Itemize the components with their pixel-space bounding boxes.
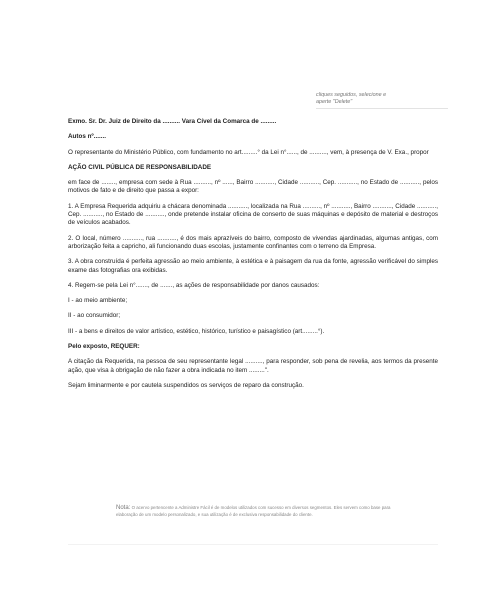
subitem-1: I - ao meio ambiente; — [68, 297, 128, 305]
intro-paragraph: O representante do Ministério Público, com fundamento no art.........° da Lei n°......, de .........., vem, à presença de V. Exa., propor — [68, 148, 429, 156]
hint-line-1: cliques seguidos, selecione e — [316, 92, 387, 98]
fact-item-3: 3. A obra construída é perfeita agressão ao meio ambiente, à estética e à paisagem da rua da fonte, agressão verificável do simples exame das fotografias ora exibidas. — [68, 258, 438, 274]
footnote — [116, 504, 402, 518]
request-title: Pelo exposto, REQUER: — [68, 343, 140, 351]
document-page — [68, 118, 438, 397]
hint-line-2: aperte "Delete" — [316, 98, 353, 105]
page-divider — [68, 544, 438, 545]
document-heading: Exmo. Sr. Dr. Juiz de Direito da .......... Vara Cível da Comarca de ......... — [68, 118, 277, 125]
subitem-3: III - a bens e direitos de valor artístico, estético, histórico, turístico e paisagístico (art.........°). — [68, 327, 325, 335]
case-number: Autos nº....... — [68, 133, 106, 141]
footnote-text: O acervo pertencente a Administre Fácil é de modelos utilizados com sucesso em diversos segmentos. Eles servem como base para elaboração de um modelo personalizado, e sua utilização é de exclusiva responsabilidade do cliente. — [116, 505, 391, 518]
subitem-2: II - ao consumidor; — [68, 312, 121, 320]
instruction-hint — [316, 92, 448, 109]
fact-item-4: 4. Regem-se pela Lei n°......., de ......., as ações de responsabilidade por danos causados: — [68, 281, 320, 289]
action-title: AÇÃO CIVIL PÚBLICA DE RESPONSABILIDADE — [68, 163, 212, 171]
footnote-label: Nota: — [116, 505, 131, 511]
fact-item-2: 2. O local, número ..........., rua ..........., é dos mais aprazíveis do bairro, composto de vivendas ajardinadas, algumas antigas, com arborização feita a capricho, ali funcionando duas escolas, justamente confinantes com o terreno da Empresa. — [68, 234, 438, 250]
fact-item-1: 1. A Empresa Requerida adquiriu a chácara denominada ..........., localizada na Rua .........., nº ..........., Bairro ..........., Cidade ..........., Cep. ..........., no Estado de ..........., onde pretende instalar oficina de conserto de suas máquinas e depósito de material e destroços de veículos acabados. — [68, 202, 438, 227]
request-paragraph-2: Sejam liminarmente e por cautela suspendidos os serviços de reparo da construção. — [68, 381, 304, 389]
request-paragraph-1: A citação da Requerida, na pessoa de seu representante legal .........., para responder, sob pena de revelia, aos termos da presente ação, que visa à obrigação de não fazer a obra indicada no item .........". — [68, 358, 438, 374]
defendant-paragraph: em face de ........, empresa com sede à Rua .........., nº ......, Bairro ..........., Cidade ..........., Cep. ..........., no Estado de ..........., pelos motivos de fato e de direito que passa a expor: — [68, 179, 438, 195]
